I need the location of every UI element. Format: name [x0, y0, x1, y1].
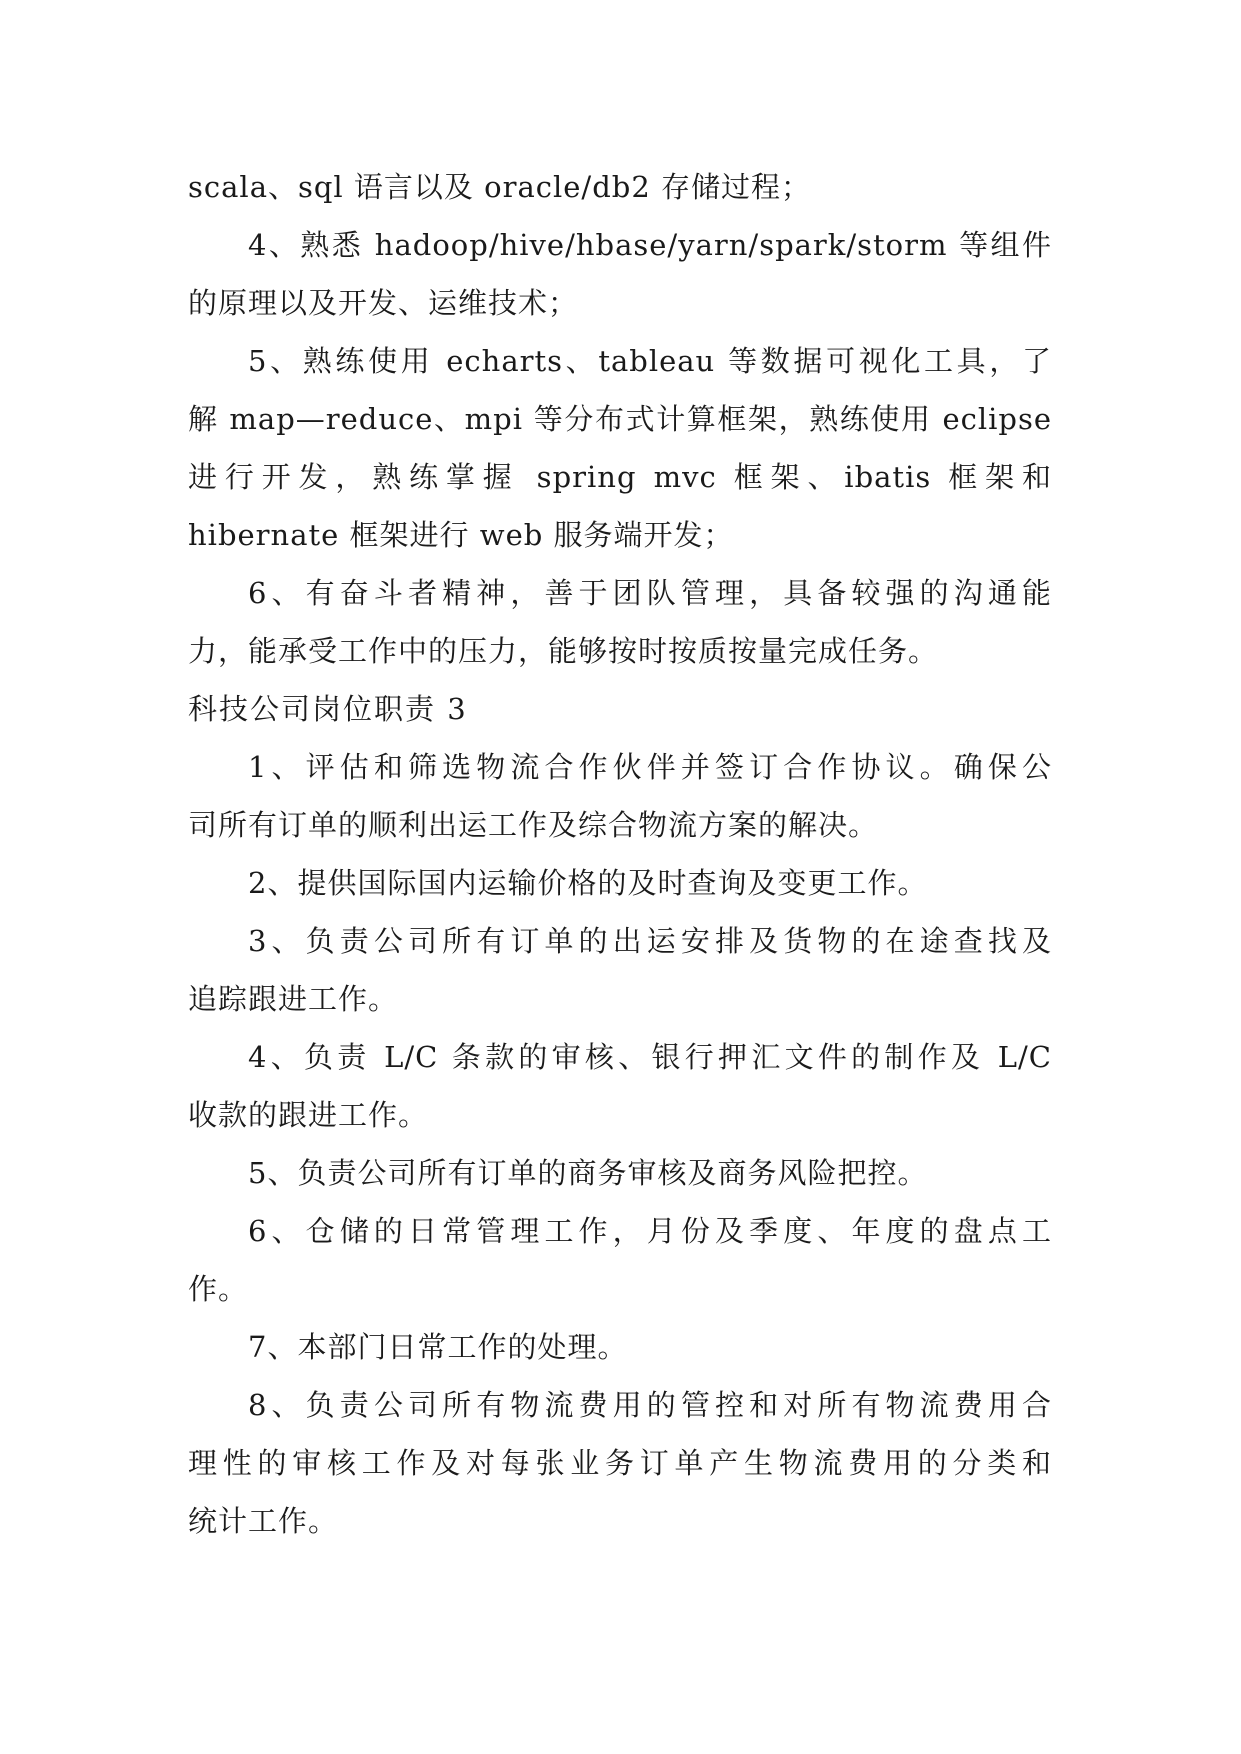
text-line: 解 map—reduce、mpi 等分布式计算框架，熟练使用 eclipse [188, 402, 1052, 436]
text-line: 力，能承受工作中的压力，能够按时按质按量完成任务。 [188, 634, 939, 668]
list-item-line: 4、熟悉 hadoop/hive/hbase/yarn/spark/storm 等组件 [248, 228, 1052, 262]
text-line: 收款的跟进工作。 [188, 1098, 429, 1132]
text-line: 司所有订单的顺利出运工作及综合物流方案的解决。 [188, 808, 879, 842]
section-heading: 科技公司岗位职责 3 [188, 692, 468, 726]
text-line: 统计工作。 [188, 1504, 339, 1538]
list-item-line: 5、负责公司所有订单的商务审核及商务风险把控。 [248, 1156, 928, 1190]
document-body [188, 158, 1052, 1550]
text-line: 的原理以及开发、运维技术； [188, 286, 579, 320]
list-item-line: 6、仓储的日常管理工作，月份及季度、年度的盘点工 [248, 1214, 1052, 1248]
list-item-line: 1、评估和筛选物流合作伙伴并签订合作协议。确保公 [248, 750, 1052, 784]
list-item-line: 7、本部门日常工作的处理。 [248, 1330, 628, 1364]
text-line: scala、sql 语言以及 oracle/db2 存储过程； [188, 170, 811, 204]
list-item-line: 5、熟练使用 echarts、tableau 等数据可视化工具，了 [248, 344, 1052, 378]
list-item-line: 6、有奋斗者精神，善于团队管理，具备较强的沟通能 [248, 576, 1052, 610]
list-item-line: 8、负责公司所有物流费用的管控和对所有物流费用合 [248, 1388, 1052, 1422]
list-item-line: 2、提供国际国内运输价格的及时查询及变更工作。 [248, 866, 928, 900]
text-line: 理性的审核工作及对每张业务订单产生物流费用的分类和 [188, 1446, 1052, 1480]
text-line: 追踪跟进工作。 [188, 982, 399, 1016]
text-line: 进行开发，熟练掌握 spring mvc 框架、ibatis 框架和 [188, 460, 1052, 494]
text-line: hibernate 框架进行 web 服务端开发； [188, 518, 734, 552]
text-line: 作。 [188, 1272, 249, 1306]
list-item-line: 4、负责 L/C 条款的审核、银行押汇文件的制作及 L/C [248, 1040, 1052, 1074]
list-item-line: 3、负责公司所有订单的出运安排及货物的在途查找及 [248, 924, 1052, 958]
